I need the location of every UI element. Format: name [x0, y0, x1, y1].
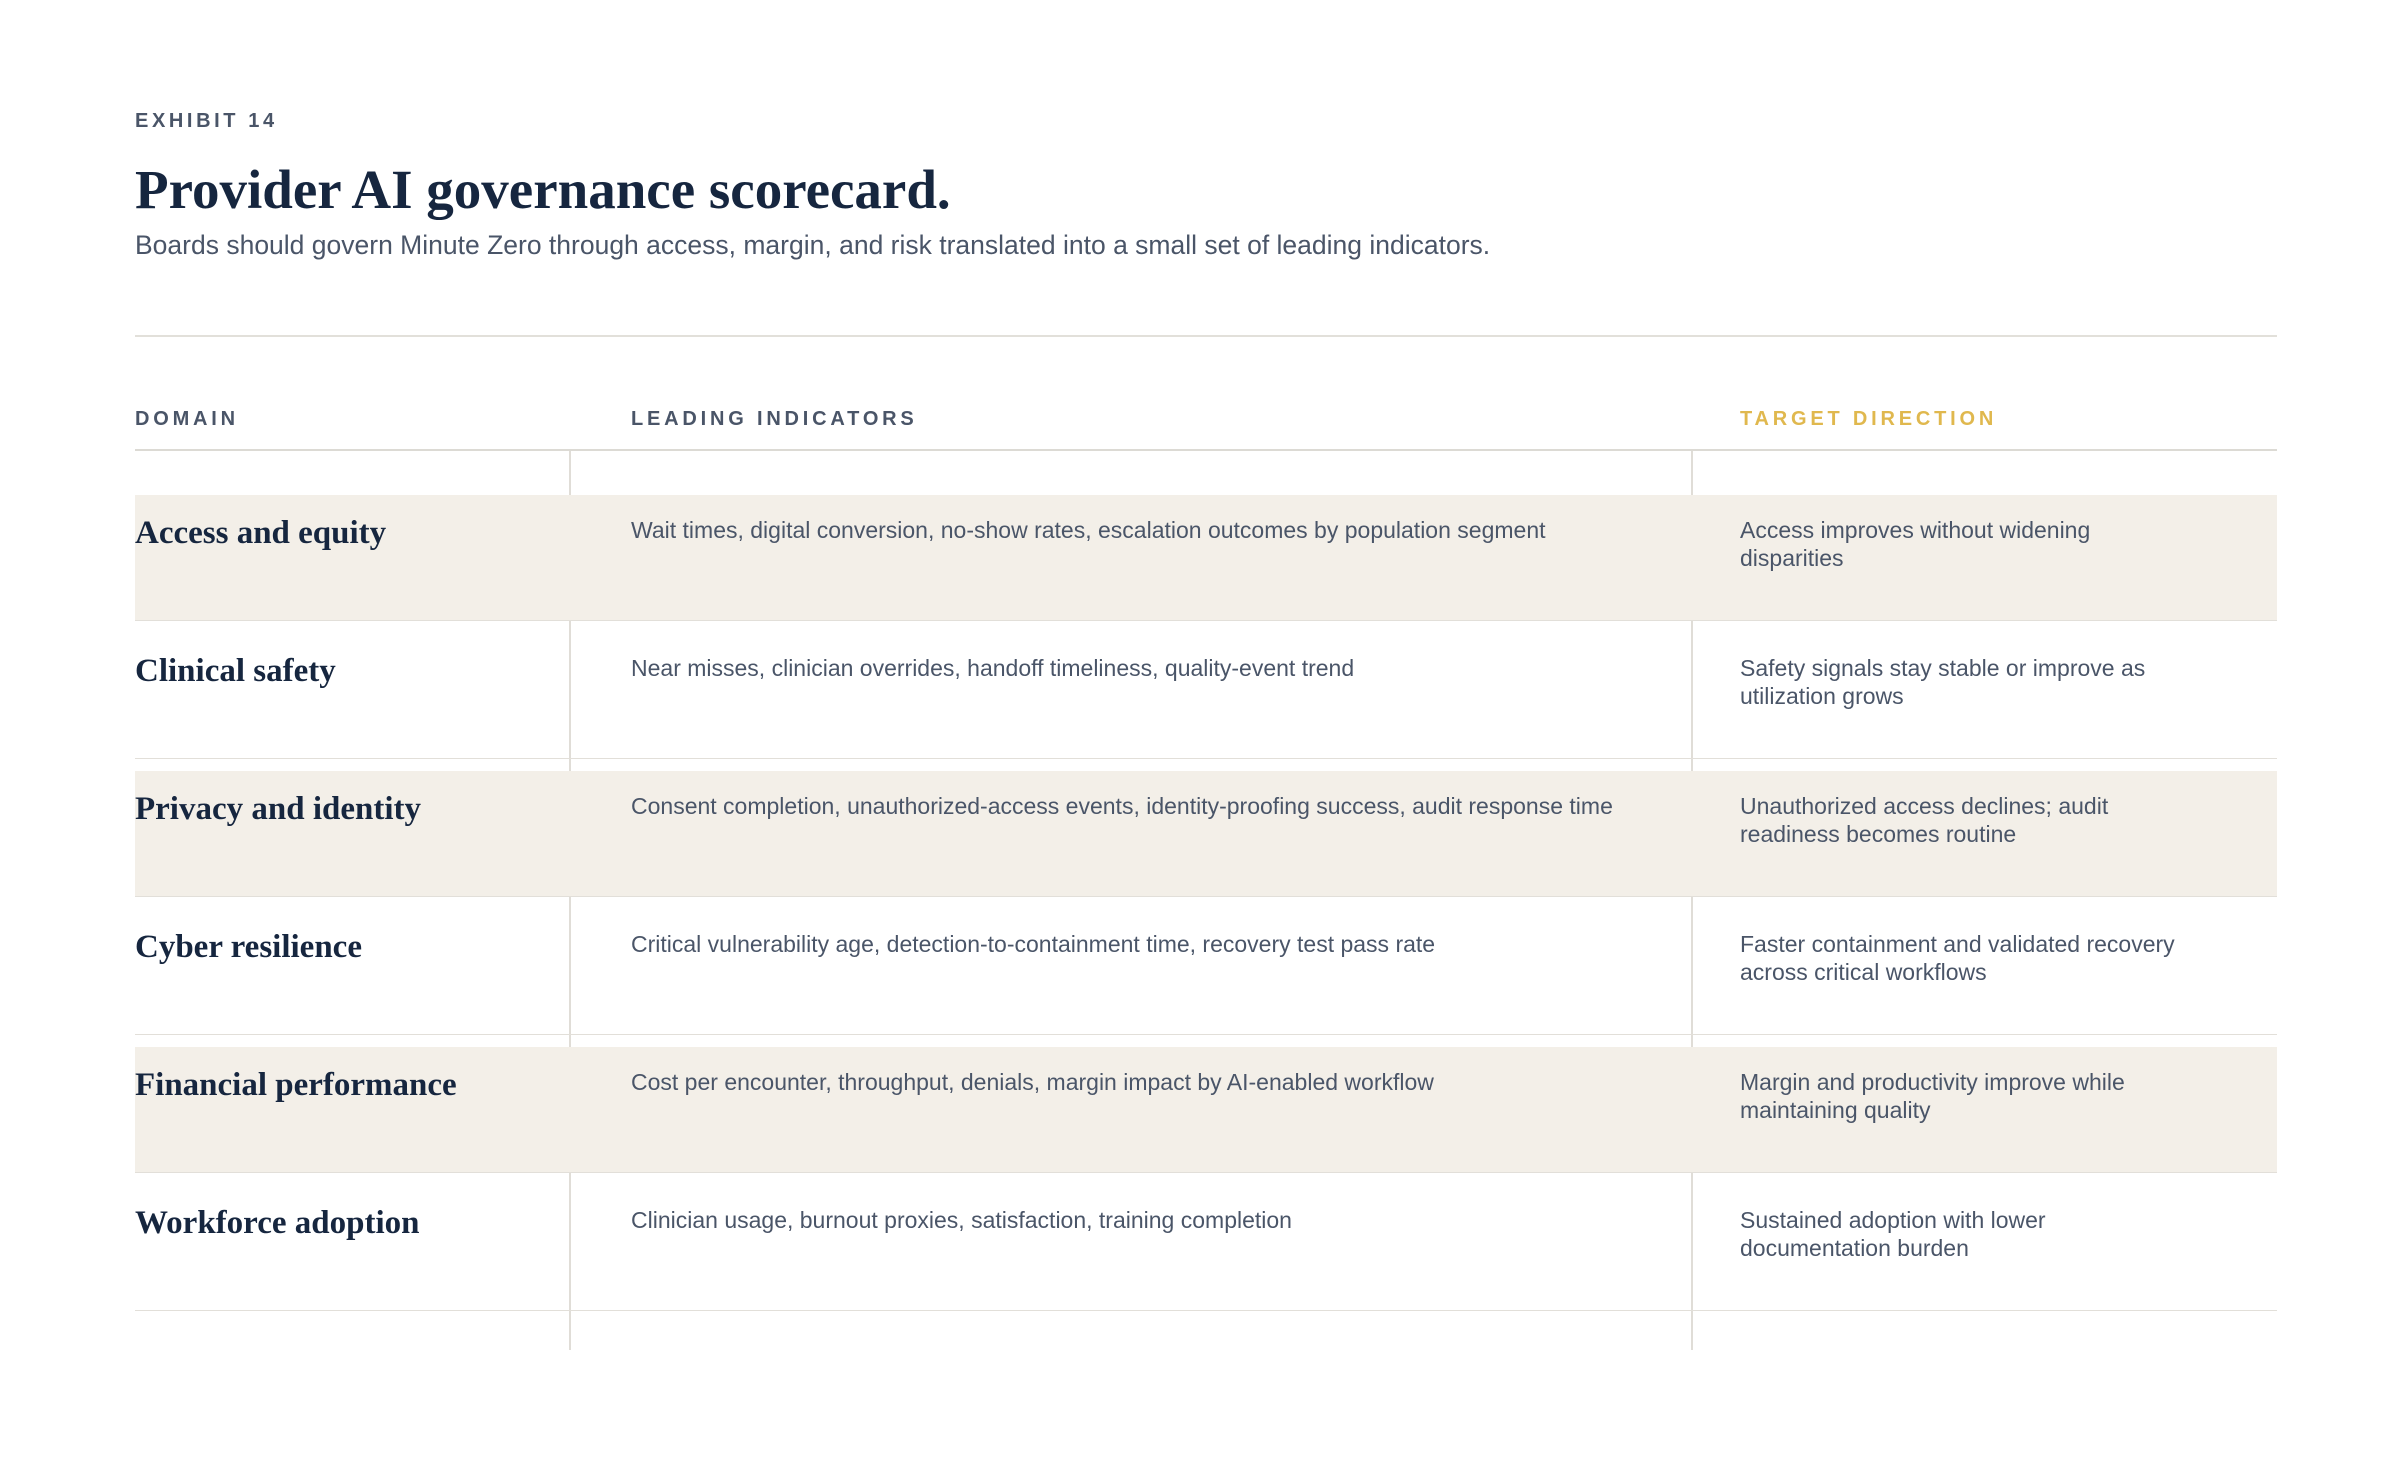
- column-header-divider: [135, 449, 2277, 451]
- target-cell: Safety signals stay stable or improve as utilization grows: [1740, 655, 2146, 709]
- target-cell: Faster containment and validated recovery across critical workflows: [1740, 931, 2175, 985]
- domain-cell: Financial performance: [135, 1067, 457, 1103]
- table-row: [135, 621, 2277, 759]
- table-row: [135, 1035, 2277, 1173]
- table-row: [135, 483, 2277, 621]
- table-body: [135, 483, 2277, 1311]
- domain-cell: Privacy and identity: [135, 791, 421, 827]
- page-subtitle: Boards should govern Minute Zero through access, margin, and risk translated into a small set of leading indicators.: [135, 230, 1491, 260]
- indicators-cell: Clinician usage, burnout proxies, satisfaction, training completion: [631, 1207, 1292, 1233]
- table-row: [135, 897, 2277, 1035]
- domain-cell: Cyber resilience: [135, 929, 362, 965]
- table-row: [135, 759, 2277, 897]
- header-divider: [135, 335, 2277, 337]
- indicators-cell: Consent completion, unauthorized-access events, identity-proofing success, audit response time: [631, 793, 1613, 819]
- indicators-cell: Critical vulnerability age, detection-to-containment time, recovery test pass rate: [631, 931, 1436, 957]
- column-header-leading-indicators: LEADING INDICATORS: [631, 408, 918, 430]
- target-cell: Margin and productivity improve while maintaining quality: [1740, 1069, 2125, 1123]
- domain-cell: Workforce adoption: [135, 1205, 420, 1241]
- page-title: Provider AI governance scorecard.: [135, 159, 951, 220]
- target-cell: Sustained adoption with lower documentation burden: [1740, 1207, 2046, 1261]
- indicators-cell: Wait times, digital conversion, no-show rates, escalation outcomes by population segment: [631, 517, 1546, 543]
- domain-cell: Access and equity: [135, 515, 387, 551]
- indicators-cell: Cost per encounter, throughput, denials, margin impact by AI-enabled workflow: [631, 1069, 1434, 1095]
- column-header-domain: DOMAIN: [135, 408, 239, 430]
- table-row: [135, 1173, 2277, 1311]
- target-cell: Unauthorized access declines; audit readiness becomes routine: [1740, 793, 2109, 847]
- exhibit-label: EXHIBIT 14: [135, 110, 278, 132]
- target-cell: Access improves without widening disparities: [1740, 517, 2091, 571]
- column-header-target-direction: TARGET DIRECTION: [1740, 408, 1998, 430]
- indicators-cell: Near misses, clinician overrides, handoff timeliness, quality-event trend: [631, 655, 1355, 681]
- domain-cell: Clinical safety: [135, 653, 336, 689]
